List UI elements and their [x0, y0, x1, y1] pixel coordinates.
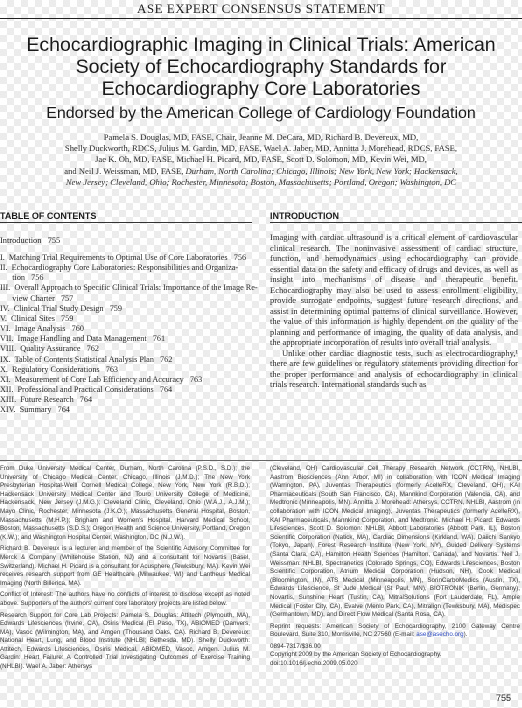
toc-list [0, 253, 258, 416]
toc-introduction-entry[interactable]: Introduction 755 [0, 236, 61, 245]
toc-item[interactable]: III. Overall Approach to Specific Clinical Trials: Importance of the Image Re- [0, 283, 258, 293]
reprint-suffix: ). [463, 631, 468, 639]
title-line: Echocardiographic Imaging in Clinical Trials: American [26, 34, 496, 56]
toc-rule [0, 222, 252, 223]
introduction-body [270, 232, 518, 390]
footnote-reprint [270, 623, 520, 640]
toc-heading: TABLE OF CONTENTS [0, 211, 97, 221]
article-title [10, 34, 512, 100]
toc-item[interactable]: VI. Image Analysis 760 [0, 324, 84, 334]
author-last: and Neil J. Weissman, MD, FASE, [64, 165, 184, 176]
author-block [28, 132, 494, 188]
footnote-issn: 0894-7317/$36.00 [270, 642, 321, 650]
intro-paragraph: Unlike other cardiac diagnostic tests, such as electrocardiography,¹ there are few guidelines or regulatory statements providing direction for the proper performance and analysis of echocardiography in clinical trials research. International standards such as [270, 347, 518, 389]
page-number: 755 [496, 693, 512, 703]
introduction-heading: INTRODUCTION [270, 211, 339, 221]
toc-item[interactable]: tion 756 [0, 273, 44, 283]
toc-item[interactable]: I. Matching Trial Requirements to Optimal Use of Core Laboratories 756 [0, 253, 247, 262]
toc-item[interactable]: XIV. Summary 764 [0, 405, 70, 415]
toc-item[interactable]: VIII. Quality Assurance 762 [0, 344, 99, 354]
footnote-conflict: Conflict of Interest: The authors have no conflicts of interest to disclose except as noted above. Supporters of the authors' current core laboratory projects are listed below. [0, 591, 250, 607]
toc-item[interactable]: XII. Professional and Practical Considerations 764 [0, 385, 173, 395]
header-rule [0, 18, 522, 19]
footnote-doi: doi:10.1016/j.echo.2009.05.020 [270, 660, 358, 668]
introduction-rule [270, 222, 522, 223]
toc-item[interactable]: view Charter 757 [0, 293, 74, 303]
toc-item[interactable]: V. Clinical Sites 759 [0, 313, 74, 323]
toc-item[interactable]: XI. Measurement of Core Lab Efficiency and Accuracy 763 [0, 374, 203, 384]
reprint-text: Reprint requests: American Society of Echocardiography, 2100 Gateway Centre Boulevard, Suite 310, Morrisville, NC 27560 (E-mail: [270, 622, 520, 639]
journal-header [0, 0, 522, 17]
footnote-disclosures: Richard B. Devereux is a lecturer and member of the Scientific Advisory Committee for Merck & Company (Whitehouse Station, NJ) and a consultant for Novartis (Basel, Switzerland). Michael H. Picard is a consultant for Acusphere (Tewksbury, MA). Kevin Wei receives research support from GE Healthcare (Milwaukee, WI) and Lantheus Medical Imaging (North Billerica, MA). [0, 545, 250, 587]
footnote-research-support: Research Support for Core Lab Projects: Pamela S. Douglas: Attitech (Plymouth, MA), Edwards Lifesciences (Irvine, CA), Osiris Medical (El Paso, TX), ABIOMED (Danvers, MA), Vasoc (Wilmington, MA), and Amgen (Thousand Oaks, CA). Richard B. Devereux: National Heart, Lung, and Blood Institute (NHLBI; Bethesda, MD). Shelly Duckworth: Attitech, Edwards Lifesciences, Osiris Medical, ABIOMED, Vasoc, Amgen. Julius M. Gardin: Heart Failure: A Controlled Trial Investigating Outcomes of Exercise Training (NHLBI). Wael A. Jaber: Athersys [0, 611, 250, 671]
affiliations-line: New Jersey; Cleveland, Ohio; Rochester, Minnesota; Boston, Massachusetts; Portland, Oregon; Washington, DC [65, 176, 457, 187]
author-line: Shelly Duckworth, RDCS, Julius M. Gardin, MD, FASE, Wael A. Jaber, MD, Annitta J. Morehead, RDCS, FASE, [64, 143, 458, 154]
endorsement-subtitle: Endorsed by the American College of Cardiology Foundation [46, 105, 476, 122]
reprint-email-link[interactable]: ase@asecho.org [416, 631, 464, 639]
footnote-copyright: Copyright 2009 by the American Society of Echocardiography. [270, 651, 442, 659]
journal-header-text: ASE EXPERT CONSENSUS STATEMENT [136, 1, 386, 16]
footnotes-right [270, 465, 520, 672]
footnotes-left [0, 465, 250, 675]
toc-item[interactable]: IX. Table of Contents Statistical Analysis Plan 762 [0, 354, 173, 364]
affiliations-inline: Durham, North Carolina; Chicago, Illinois; New York, New York; Hackensack, [183, 165, 458, 176]
footnote-support-continued: (Cleveland, OH) Cardiovascular Cell Therapy Research Network (CCTRN), NHLBI, Aastrom Biosciences (Ann Arbor, MI) in collaboration with ICON Medical Imaging (Warrington, PA), Juventas Therapeutics (formerly AcelleRX, Cleveland, OH), KAI Pharmaceuticals (South San Francisco, CA), Mannkind Corporation (Valencia, CA), and Medtronic (Minneapolis, MN). Annitta J. Morehead: Athersys, CCTRN, NHLBI, Aastrom (in collaboration with ICON Medical Imaging), Juventas Therapeutics (formerly AcelleRX), KAI Pharmaceuticals, Mannkind Corporation, and Medtronic. Michael H. Picard: Edwards Lifesciences, Scott D. Solomon: NHLBI, Abbott Laboratories (Abbott Park, IL), Boston Scientific Corporation (Natick, MA), Cardiac Dimensions (Kirkland, WA), Daiichi Sankyo (Tokyo, Japan), Forest Research Institute (New York, NY), Guided Delivery Systems (Santa Clara, CA), Hamilton Health Sciences (Hamilton, Canada), and Novartis. Neil J. Weissman: NHLBI, Spectranetics (Colorado Springs, CO), Edwards Lifesciences, Boston Scientific Corporation, Atrium Medical Corporation (Hudson, NH), Cook Medical (Bloomington, IN), ATS Medical (Minneapolis, MN), SorinCarboMedics (Austin, TX), Edwards Lifescience, St Jude Medical (St Paul, MN), BIOTRONIK (Berlin, Germany), Novartis, Sunshine Heart (Tustin, CA), MitralSolutions (Fort Lauderdale, FL), Ample Medical (Foster City, CA), Evalve (Menlo Park, CA), Mitralign (Tewksbury, MA), Medispec (Germantown, MD), and Direct Flow Medical (Santa Rosa, CA). [270, 465, 520, 619]
footnote-rule [0, 460, 522, 461]
author-line: Pamela S. Douglas, MD, FASE, Chair, Jeanne M. DeCara, MD, Richard B. Devereux, MD, [103, 132, 419, 142]
author-line-last [28, 166, 494, 177]
toc-item[interactable]: XIII. Future Research 764 [0, 395, 93, 405]
toc-item[interactable]: IV. Clinical Trial Study Design 759 [0, 303, 122, 313]
footnote-affiliations: From Duke University Medical Center, Durham, North Carolina (P.S.D., S.D.); the University of Chicago Medical Center, Chicago, Illinois (J.M.D.); The New York Presbyterian Hospital-Weill Cornell Medical College, New York, New York (R.B.D.); Hackensack University Medical Center and Touro University College of Medicine, Hackensack, New Jersey (J.M.G.); Cleveland Clinic, Cleveland, Ohio (W.A.J., A.J.M.); Mayo Clinic, Rochester, Minnesota (J.K.O.); Massachusetts General Hospital, Boston, Massachusetts (M.H.P.); Brigham and Women's Hospital, Harvard Medical School, Boston, Massachusetts (S.D.S.); Oregon Health and Science University, Portland, Oregon (K.W.); and Washington Hospital Center, Washington, DC (N.J.W.). [0, 465, 250, 541]
toc-item[interactable]: VII. Image Handling and Data Management 761 [0, 334, 166, 344]
toc-item[interactable]: II. Echocardiography Core Laboratories: Responsibilities and Organiza- [0, 263, 239, 273]
toc-item[interactable]: X. Regulatory Considerations 763 [0, 364, 119, 374]
author-line: Jae K. Oh, MD, FASE, Michael H. Picard, MD, FASE, Scott D. Solomon, MD, Kevin Wei, MD, [95, 154, 427, 165]
title-line: Echocardiography Core Laboratories [101, 78, 421, 100]
title-line: Society of Echocardiography Standards for [75, 56, 447, 78]
intro-paragraph: Imaging with cardiac ultrasound is a critical element of cardiovascular clinical research. The noninvasive assessment of cardiac structure, function, and hemodynamics using echocardiography can provide essential data on the safety and efficacy of drugs and devices, as well as insight into mechanisms of disease and therapeutic benefit. Echocardiography may also be used to assess enrollment eligibility, provide surrogate endpoints, suggest future research directions, and assist in determining optimal patterns of clinical surveillance. However, the value of this information is highly dependent on the quality of the planning and performance of imaging, the quality of data analysis, and the appropriate incorporation of results into overall trial analysis. [270, 232, 518, 347]
